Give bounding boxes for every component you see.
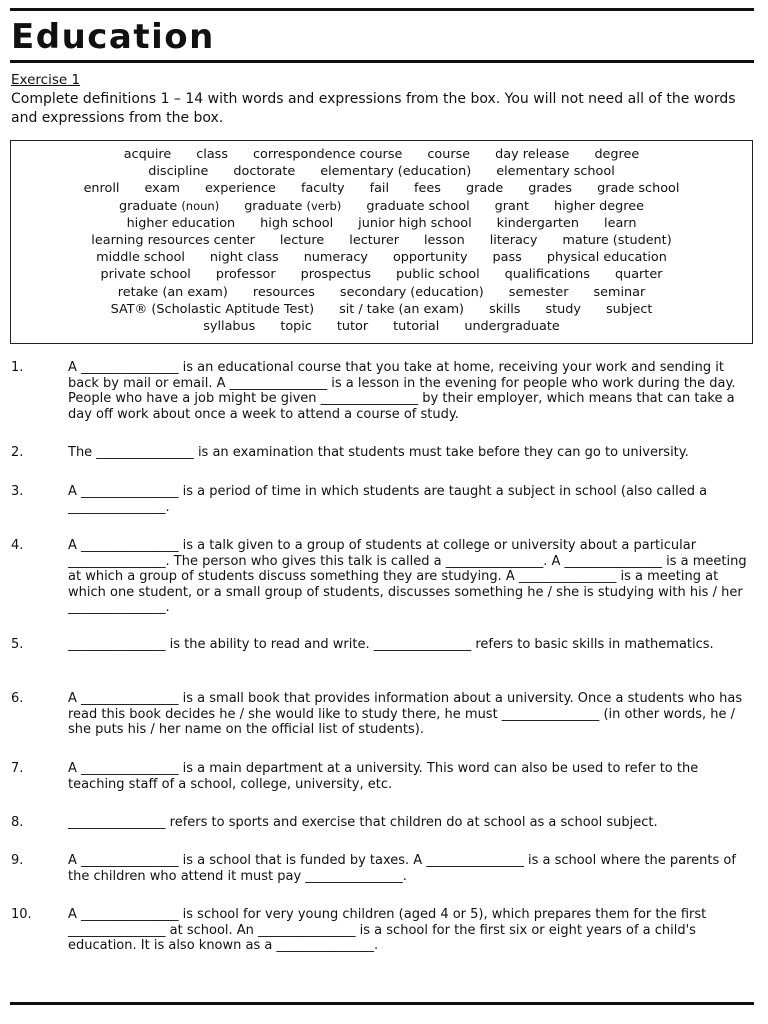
word: pass [492, 250, 522, 266]
word: graduate (verb) [244, 198, 342, 214]
word: degree [594, 147, 640, 162]
word: grade school [597, 181, 680, 197]
word: quarter [614, 267, 663, 283]
word: discipline [148, 164, 209, 180]
exercise-label: Exercise 1 [11, 72, 81, 88]
question-number: 1. [11, 360, 24, 375]
word: lesson [424, 233, 465, 249]
word: graduate school [366, 198, 470, 214]
question-number: 9. [11, 853, 24, 868]
word: faculty [300, 181, 345, 197]
question-text: A _______________ is a small book that provides information about a university. Once a students who has read this book decides he / she would like to study there, he must _______________ (in other words, he / she puts his / her name on the official list of students). [68, 691, 743, 738]
word: retake (an exam) [117, 284, 228, 300]
word: literacy [489, 233, 538, 249]
word: skills [489, 301, 521, 317]
word: middle school [96, 250, 185, 266]
word: seminar [593, 284, 646, 300]
word: higher education [126, 215, 236, 231]
word: SAT® (Scholastic Aptitude Test) [110, 301, 315, 317]
word: doctorate [233, 164, 296, 180]
word: secondary (education) [339, 284, 484, 300]
word: resources [252, 284, 315, 300]
word: learning resources center [91, 233, 255, 249]
question-number: 6. [11, 691, 24, 706]
question-text: A _______________ is an educational course that you take at home, receiving your work and sending it back by mail or email. A _______________ is a lesson in the evening for people who work during the day. People who have a job might be given _______________ by their employer, which means that can take a day off work about once a week to attend a course of study. [68, 360, 736, 422]
word: fail [369, 181, 390, 197]
word: undergraduate [464, 319, 560, 335]
word: class [196, 147, 229, 162]
question-number: 10. [11, 907, 32, 922]
word-row [11, 215, 752, 232]
question-text: _______________ refers to sports and exercise that children do at school as a school subject. [68, 815, 658, 830]
question-text: A _______________ is a period of time in which students are taught a subject in school (also called a _______________. [68, 484, 708, 515]
word: fees [414, 181, 441, 197]
question-text: The _______________ is an examination that students must take before they can go to university. [68, 445, 689, 460]
page-title: Education [11, 17, 215, 57]
word-row [11, 301, 752, 318]
word: prospectus [300, 267, 372, 283]
word: grades [528, 181, 573, 197]
question-text: _______________ is the ability to read and write. _______________ refers to basic skills in mathematics. [68, 637, 714, 652]
word: tutor [336, 319, 369, 335]
word-row [11, 163, 752, 180]
word: physical education [546, 250, 667, 266]
word-row [11, 249, 752, 266]
word: kindergarten [496, 215, 580, 231]
word: mature (student) [562, 233, 672, 249]
word: syllabus [203, 319, 256, 335]
bottom-rule [10, 1002, 754, 1005]
word: sit / take (an exam) [339, 301, 465, 317]
question-text: A _______________ is a main department at a university. This word can also be used to refer to the teaching staff of a school, college, university, etc. [68, 761, 699, 792]
word: numeracy [303, 250, 368, 266]
word: junior high school [358, 215, 472, 231]
word: correspondence course [253, 147, 403, 162]
word-box [10, 140, 753, 344]
question-number: 2. [11, 445, 24, 460]
word-row [11, 180, 752, 197]
question-text: A _______________ is a talk given to a group of students at college or university about a particular _______________. The person who gives this talk is called a _______________. A _______________ is a meeting at which a group of students discuss something they are studying. A _______________ is a meeting at which one student, or a small group of students, discusses something he / she is studying with his / her _______________. [68, 538, 747, 616]
question-text: A _______________ is a school that is funded by taxes. A _______________ is a school where the parents of the children who attend it must pay _______________. [68, 853, 736, 884]
question-number: 4. [11, 538, 24, 553]
word-row [11, 318, 752, 335]
word: enroll [83, 181, 120, 197]
word: day release [495, 147, 570, 162]
word: tutorial [393, 319, 440, 335]
question-number: 8. [11, 815, 24, 830]
word: private school [100, 267, 191, 283]
question-number: 5. [11, 637, 24, 652]
word: grade [465, 181, 504, 197]
word: lecturer [349, 233, 399, 249]
word: semester [508, 284, 569, 300]
word: higher degree [554, 198, 644, 214]
word-row [11, 146, 752, 163]
title-rule [10, 60, 754, 63]
word: acquire [123, 147, 172, 162]
question-text: A _______________ is school for very young children (aged 4 or 5), which prepares them for the first _______________ at school. An _______________ is a school for the first six or eight years of a child's education. It is also known as a _______________. [68, 907, 707, 954]
question-number: 3. [11, 484, 24, 499]
word: lecture [279, 233, 325, 249]
word: experience [205, 181, 276, 197]
word: study [545, 301, 581, 317]
top-rule [10, 8, 754, 11]
word: opportunity [392, 250, 468, 266]
word: elementary (education) [320, 164, 472, 180]
word-row [11, 232, 752, 249]
word: grant [494, 198, 529, 214]
word: public school [396, 267, 480, 283]
word: graduate (noun) [119, 198, 220, 214]
word: exam [144, 181, 180, 197]
word-row [11, 198, 752, 215]
word-row [11, 284, 752, 301]
word: learn [604, 215, 637, 231]
word: subject [605, 301, 653, 317]
word-row [11, 266, 752, 283]
word: elementary school [496, 164, 615, 180]
question-number: 7. [11, 761, 24, 776]
word: course [427, 147, 471, 162]
word: high school [260, 215, 334, 231]
word: topic [280, 319, 312, 335]
word: professor [215, 267, 276, 283]
instructions: Complete definitions 1 – 14 with words and expressions from the box. You will not need all of the words and expressions from the box. [11, 91, 736, 126]
word: night class [209, 250, 279, 266]
word: qualifications [504, 267, 590, 283]
